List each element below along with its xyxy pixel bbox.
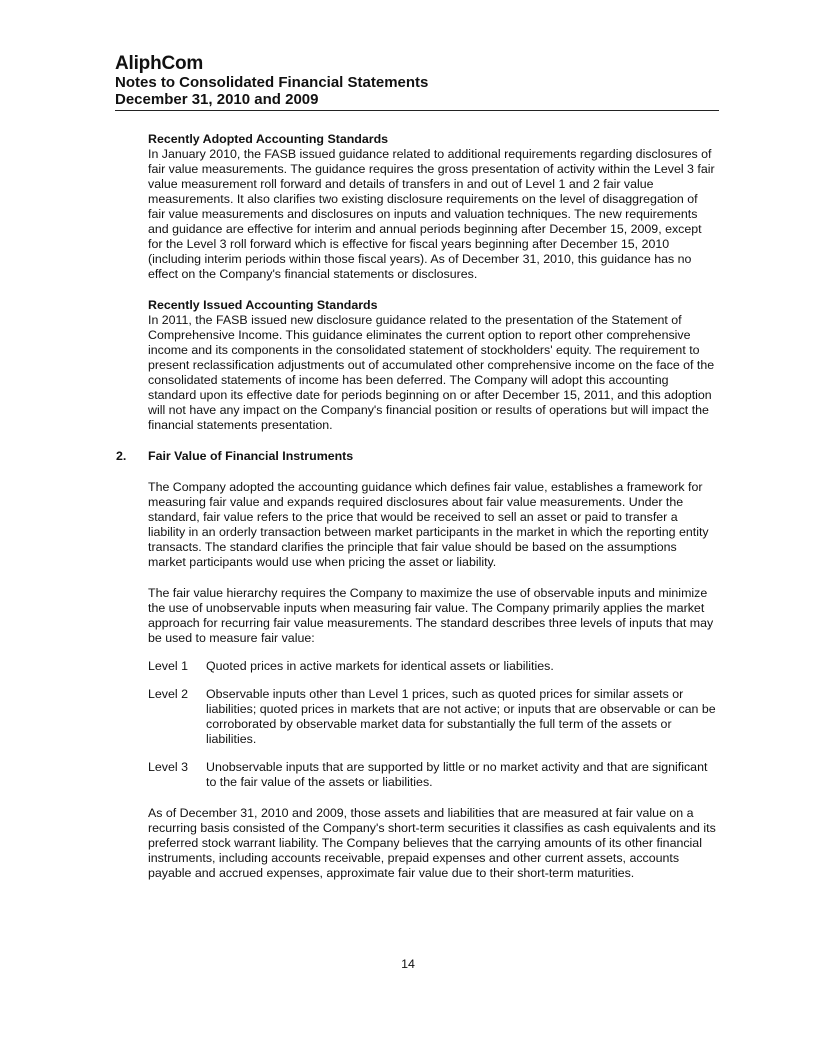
level-2-row — [148, 687, 718, 747]
level-3-row — [148, 760, 718, 790]
fair-value-section-heading — [116, 449, 718, 464]
level-label: Level 1 — [148, 659, 188, 673]
header-divider — [115, 110, 719, 111]
level-description: Observable inputs other than Level 1 prices, such as quoted prices for similar assets or liabilities; quoted prices in markets that are not active; or inputs that are observable or can be corroborated by observable market data for substantially the full term of the assets or liabilities. — [206, 687, 716, 746]
page-header — [115, 54, 719, 108]
section-number: 2. — [116, 449, 127, 463]
document-title: Notes to Consolidated Financial Statements — [115, 74, 429, 91]
fair-value-paragraph-3: As of December 31, 2010 and 2009, those assets and liabilities that are measured at fair value on a recurring basis consisted of the Company's short-term securities it classifies as cash equivalents and its preferred stock warrant liability. The Company believes that the carrying amounts of its other financial instruments, including accounts receivable, prepaid expenses and other current assets, accounts payable and accrued expenses, approximate fair value due to their short-term maturities. — [148, 806, 716, 880]
adopted-standards-section — [148, 132, 718, 282]
section-title: Fair Value of Financial Instruments — [148, 449, 354, 463]
issued-standards-text: In 2011, the FASB issued new disclosure guidance related to the presentation of the Statement of Comprehensive Income. This guidance eliminates the current option to report other comprehensive income and its components in the consolidated statement of stockholders' equity. The requirement to present reclassification adjustments out of accumulated other comprehensive income on the face of the consolidated statements of income has been deferred. The Company will adopt this accounting standard upon its effective date for periods beginning on or after December 15, 2011, and this adoption will not have any impact on the Company's financial position or results of operations but will impact the financial statements presentation. — [148, 313, 715, 432]
adopted-standards-heading: Recently Adopted Accounting Standards — [148, 132, 389, 146]
level-description: Quoted prices in active markets for identical assets or liabilities. — [206, 659, 554, 673]
issued-standards-section — [148, 298, 718, 433]
page-number: 14 — [401, 957, 415, 971]
level-1-row — [148, 659, 718, 674]
level-label: Level 3 — [148, 760, 188, 774]
page-content — [116, 132, 718, 881]
fair-value-paragraph-1: The Company adopted the accounting guidance which defines fair value, establishes a framework for measuring fair value and expands required disclosures about fair value measurements. Under the standard, fair value refers to the price that would be received to sell an asset or paid to transfer a liability in an orderly transaction between market participants in the market in which the reporting entity transacts. The standard clarifies the principle that fair value should be based on the assumptions market participants would use when pricing the asset or liability. — [148, 480, 709, 569]
issued-standards-heading: Recently Issued Accounting Standards — [148, 298, 378, 312]
adopted-standards-text: In January 2010, the FASB issued guidance related to additional requirements regarding disclosures of fair value measurements. The guidance requires the gross presentation of activity within the Level 3 fair value measurement roll forward and details of transfers in and out of Level 1 and 2 fair value measurements. It also clarifies two existing disclosure requirements on the level of disaggregation of fair value measurements and disclosures on inputs and valuation techniques. The new requirements and guidance are effective for interim and annual periods beginning after December 15, 2009, except for the Level 3 roll forward which is effective for fiscal years beginning after December 15, 2010 (including interim periods within those fiscal years). As of December 31, 2010, this guidance has no effect on the Company's financial statements or disclosures. — [148, 147, 715, 281]
level-label: Level 2 — [148, 687, 188, 701]
fair-value-paragraph-2: The fair value hierarchy requires the Company to maximize the use of observable inputs and minimize the use of unobservable inputs when measuring fair value. The Company primarily applies the market approach for recurring fair value measurements. The standard describes three levels of inputs that may be used to measure fair value: — [148, 586, 714, 645]
company-name: AliphCom — [115, 53, 204, 74]
level-description: Unobservable inputs that are supported by little or no market activity and that are significant to the fair value of the assets or liabilities. — [206, 760, 708, 789]
document-date: December 31, 2010 and 2009 — [115, 91, 319, 108]
